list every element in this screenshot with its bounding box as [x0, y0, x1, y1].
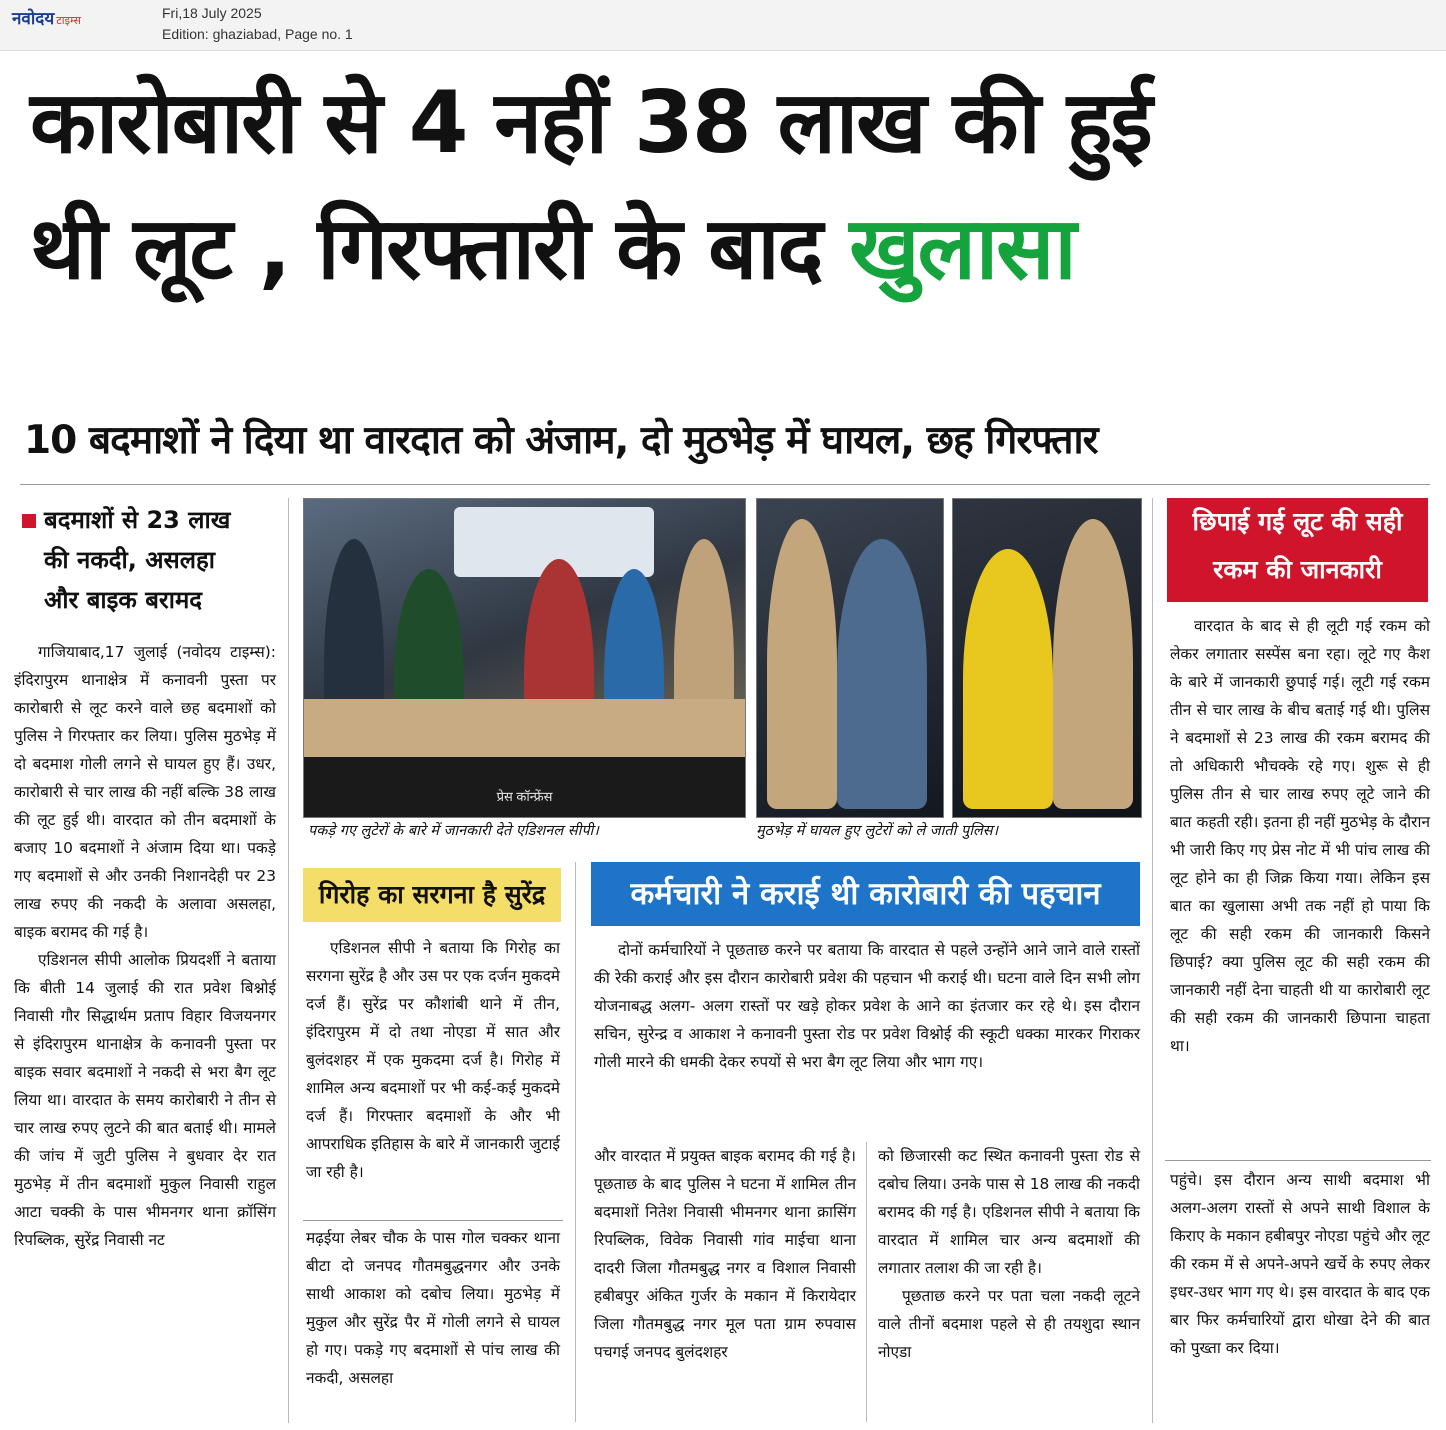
headline-line-2: थी लूट , गिरफ्तारी के बाद खुलासा: [30, 199, 1075, 299]
sidebar-title-box: छिपाई गई लूट की सही रकम की जानकारी: [1167, 498, 1428, 602]
main-headline: [30, 60, 1425, 312]
edition-date: Fri,18 July 2025: [162, 5, 262, 21]
sub-headline: 10 बदमाशों ने दिया था वारदात को अंजाम, दो मुठभेड़ में घायल, छह गिरफ्तार: [24, 418, 1098, 463]
edition-info: [162, 3, 353, 45]
divider: [303, 1220, 563, 1221]
divider: [1165, 1160, 1431, 1161]
headline-line-1: कारोबारी से 4 नहीं 38 लाख की हुई: [30, 73, 1151, 173]
paragraph: मढ़ईया लेबर चौक के पास गोल चक्कर थाना बीटा दो जनपद गौतमबुद्धनगर और उनके साथी आकाश को दबोच लिया। मुठभेड़ में मुकुल और सुरेंद्र पैर में गोली लगने से घायल हो गए। पकड़े गए बदमाशों से पांच लाख की नकदी, असलहा: [306, 1229, 560, 1387]
kicker-box: बदमाशों से 23 लाख की नकदी, असलहा और बाइक बरामद: [22, 500, 272, 620]
column-divider: [1152, 498, 1153, 1423]
article-column-5: [878, 1142, 1140, 1366]
paragraph: दोनों कर्मचारियों ने पूछताछ करने पर बताया कि वारदात से पहले उन्होंने आने जाने वाले रास्तों की रेकी कराई और इस दौरान कारोबारी प्रवेश की पहचान भी कराई थी। घटना वाले दिन सभी लोग योजनाबद्ध अलग- अलग रास्तों पर खड़े होकर प्रवेश के आने का इंतजार कर रहे थे। इस दौरान सचिन, सुरेन्द्र व आकाश ने कनावनी पुस्ता रोड पर प्रवेश विश्नोई की स्कूटी धक्का मारकर गिराकर गोली मारने की धमकी देकर रुपयों से भरा बैग लूट लिया और भाग गए।: [594, 941, 1140, 1071]
red-bullet-icon: [22, 514, 36, 528]
article-column-6: [1170, 1166, 1430, 1362]
edition-bar: [0, 0, 1446, 51]
photo-caption-1: पकड़े गए लुटेरों के बारे में जानकारी देते एडिशनल सीपी।: [308, 823, 599, 839]
paragraph: एडिशनल सीपी आलोक प्रियदर्शी ने बताया कि बीती 14 जुलाई की रात प्रवेश बिश्नोई निवासी गौर सिद्धार्थम प्रताप विहार विजयनगर से इंदिरापुरम थानाक्षेत्र के कनावनी पुस्ता पर बाइक सवार बदमाशों ने नकदी से भरा बैग लूट लिया था। वारदात के समय कारोबारी ने तीन से चार लाख रुपए लुटने की बात बताई थी। मामले की जांच में जुटी पुलिस ने बुधवार देर रात मुठभेड़ में तीन बदमाशों मुकुल निवासी राहुल आटा चक्की के पास भीमनगर थाना क्रॉसिंग रिपब्लिक, सुरेंद्र निवासी नट: [14, 951, 276, 1249]
press-conference-photo[interactable]: प्रेस कॉन्फ्रेंस: [303, 498, 746, 818]
paragraph: एडिशनल सीपी ने बताया कि गिरोह का सरगना सुरेंद्र है और उस पर एक दर्जन मुकदमे दर्ज हैं। सुरेंद्र पर कौशांबी थाने में तीन, इंदिरापुरम में दो तथा नोएडा में सात और बुलंदशहर में एक मुकदमा दर्ज है। गिरोह में शामिल अन्य बदमाशों पर भी कई-कई मुकदमे दर्ज हैं। गिरफ्तार बदमाशों के और भी आपराधिक इतिहास के बारे में जानकारी जुटाई जा रही है।: [306, 939, 560, 1181]
paragraph: को छिजारसी कट स्थित कनावनी पुस्ता रोड से दबोच लिया। उनके पास से 18 लाख की नकदी बरामद की गई है। एडिशनल सीपी ने बताया कि वारदात में शामिल चार अन्य बदमाशों की लगातार तलाश की जा रही है।: [878, 1147, 1140, 1277]
column-divider: [866, 1142, 867, 1422]
article-column-1: [14, 638, 276, 1254]
newspaper-logo[interactable]: नवोदय टाइम्स: [12, 9, 81, 29]
article-column-4: [594, 1142, 856, 1366]
paragraph: और वारदात में प्रयुक्त बाइक बरामद की गई है। पूछताछ के बाद पुलिस ने घटना में शामिल तीन बदमाशों नितेश निवासी भीमनगर थाना क्रासिंग रिपब्लिक, विवेक निवासी गांव माईचा थाना दादरी जिला गौतमबुद्ध नगर व विशाल निवासी हबीबपुर अंकित गुर्जर के मकान में किरायेदार जिला गौतमबुद्ध नगर मूल पता ग्राम रुपवास पचगई जनपद बुलंदशहर: [594, 1147, 856, 1361]
edition-page: Edition: ghaziabad, Page no. 1: [162, 26, 353, 42]
subsection-title-blue: कर्मचारी ने कराई थी कारोबारी की पहचान: [591, 862, 1140, 926]
article-column-2: [306, 934, 560, 1186]
encounter-photo-1[interactable]: [756, 498, 944, 818]
photo-caption-2: मुठभेड़ में घायल हुए लुटेरों को ले जाती पुलिस।: [756, 823, 999, 839]
subsection-title-yellow: गिरोह का सरगना है सुरेंद्र: [303, 868, 561, 922]
paragraph: पूछताछ करने पर पता चला नकदी लूटने वाले तीनों बदमाश पहले से ही तयशुदा स्थान नोएडा: [878, 1287, 1140, 1361]
article-column-3: [306, 1224, 560, 1392]
column-divider: [288, 498, 289, 1423]
paragraph: पहुंचे। इस दौरान अन्य साथी बदमाश भी अलग-अलग रास्तों से अपने साथी विशाल के किराए के मकान हबीबपुर नोएडा पहुंचे और लूट की रकम में से अपने-अपने खर्चे के रुपए लेकर इधर-उधर भाग गए थे। इस वारदात के बाद एक बार फिर कर्मचारियों द्वारा धोखा देने की बात को पुख्ता कर दिया।: [1170, 1171, 1430, 1357]
headline-highlight: खुलासा: [849, 199, 1075, 299]
sidebar-article: [1170, 612, 1430, 1060]
center-article: [594, 936, 1140, 1076]
paragraph: गाजियाबाद,17 जुलाई (नवोदय टाइम्स): इंदिरापुरम थानाक्षेत्र में कनावनी पुस्ता पर कारोबारी से लूट करने वाले छह बदमाशों को पुलिस ने गिरफ्तार कर लिया। पुलिस मुठभेड़ में दो बदमाश गोली लगने से घायल हुए हैं। उधर, कारोबारी से चार लाख की नहीं बल्कि 38 लाख की लूट हुई थी। वारदात को तीन बदमाशों के बजाए 10 बदमाशों ने अंजाम दिया था। पकड़े गए बदमाशों से और उनकी निशानदेही पर 23 लाख रुपए की नकदी के अलावा असलहा, बाइक बरामद की गई है।: [14, 643, 276, 941]
paragraph: वारदात के बाद से ही लूटी गई रकम को लेकर लगातार सस्पेंस बना रहा। लूटे गए कैश के बारे में जानकारी छुपाई गई। लूटी गई रकम तीन से चार लाख के बीच बताई गई थी। पुलिस ने बदमाशों से 23 लाख की रकम बरामद की तो अधिकारी भौचक्के रहे गए। शुरू से ही पुलिस तीन से चार लाख रुपए लूटे जाने की बात कहती रही। इतना ही नहीं मुठभेड़ के दौरान भी जारी किए गए प्रेस नोट में भी पांच लाख की लूट होने का ही जिक्र किया गया। लेकिन इस बात का खुलासा अभी तक नहीं हो पाया कि लूट की सही रकम की जानकारी किसने छिपाई? क्या पुलिस लूट की सही रकम की जानकारी नहीं देना चाहती थी या कारोबारी लूट की सही रकम की जानकारी छिपाना चाहता था।: [1170, 617, 1430, 1055]
encounter-photo-2[interactable]: [952, 498, 1142, 818]
divider: [20, 484, 1430, 485]
column-divider: [575, 862, 576, 1422]
